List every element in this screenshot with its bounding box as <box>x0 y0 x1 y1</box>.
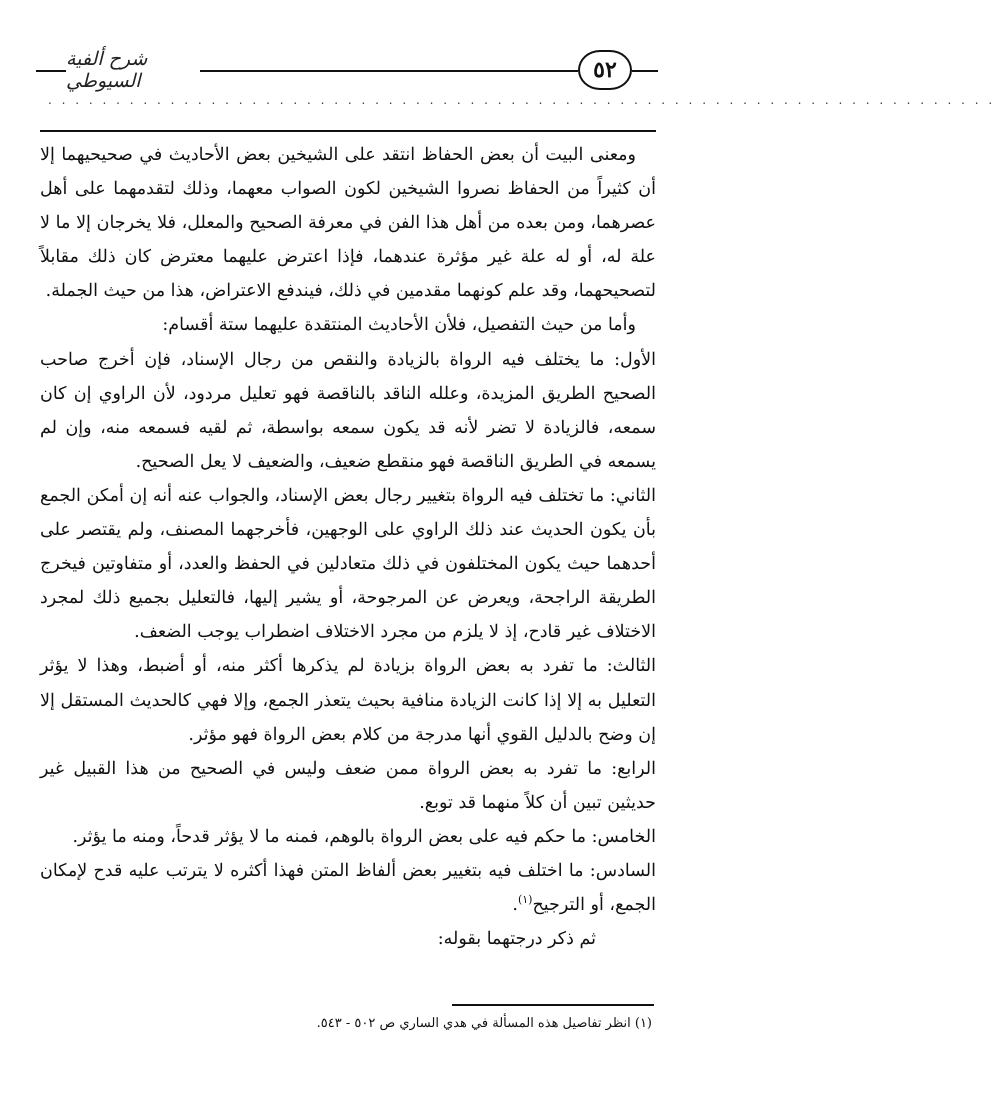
paragraph: ثم ذكر درجتهما بقوله: <box>437 929 596 950</box>
header-rule-left <box>36 70 66 72</box>
footnote-marker[interactable]: (١) <box>517 893 533 907</box>
paragraph: وأما من حيث التفصيل، فلأن الأحاديث المنتقدة عليهما ستة أقسام: <box>162 315 636 336</box>
paragraph: السادس: ما اختلف فيه بتغيير بعض ألفاظ المتن فهذا أكثره لا يترتب عليه قدح لإمكان الجمع، أو الترجيح$^{(١)}$. <box>40 860 656 916</box>
paragraph: الأول: ما يختلف فيه الرواة بالزيادة والنقص من رجال الإسناد، فإن أخرج صاحب الصحيح الطريق المزيدة، وعلله الناقد بالناقصة فهو تعليل مردود، لأن الراوي إن كان سمعه، فالزيادة لا تضر لأنه قد يكون سمعه بواسطة، ثم لقيه فسمعه منه، وإن لم يسمعه في الطريق الناقصة فهو منقطع ضعيف، والضعيف لا يعل الصحيح. <box>40 349 656 472</box>
paragraph-text: السادس: ما اختلف فيه بتغيير بعض ألفاظ المتن فهذا أكثره لا يترتب عليه قدح لإمكان الجمع، أو الترجيح <box>40 860 656 916</box>
dotted-rule: . . . . . . . . . . . . . . . . . . . . . . . . . . . . . . . . . . . . . . . . . . . . . . . . . . . . . . . . . . . . . . . . . . . . . . <box>48 93 995 107</box>
header-rule-middle <box>200 70 578 72</box>
main-text <box>40 138 656 956</box>
page-number: ٥٢ <box>578 50 632 90</box>
page-header <box>0 0 995 110</box>
footnote: (١) انظر تفاصيل هذه المسألة في هدي الساري ص ٥٠٢ - ٥٤٣. <box>316 1016 652 1031</box>
text-top-rule <box>40 130 656 132</box>
running-title: شرح ألفية السيوطي <box>66 48 148 92</box>
footnote-rule <box>452 1004 654 1006</box>
paragraph: الرابع: ما تفرد به بعض الرواة ممن ضعف وليس في الصحيح من هذا القبيل غير حديثين تبين أن كلاً منهما قد توبع. <box>40 758 656 813</box>
paragraph: الثالث: ما تفرد به بعض الرواة بزيادة لم يذكرها أكثر منه، أو أضبط، وهذا لا يؤثر التعليل به إلا إذا كانت الزيادة منافية بحيث يتعذر الجمع، وإلا فهي كالحديث المستقل إلا إن وضح بالدليل القوي أنها مدرجة من كلام بعض الرواة فهو مؤثر. <box>40 656 656 745</box>
header-rule-right <box>632 70 658 72</box>
paragraph: ومعنى البيت أن بعض الحفاظ انتقد على الشيخين بعض الأحاديث في صحيحيهما إلا أن كثيراً من الحفاظ نصروا الشيخين لكون الصواب معهما، وذلك لتقدمهما على أهل عصرهما، ومن بعده من أهل هذا الفن في معرفة الصحيح والمعلل، فلا يخرجان إلا ما لا علة له، أو له علة غير مؤثرة عندهما، فإذا اعترض عليهما معترض كان ذلك مقابلاً لتصحيحهما، وقد علم كونهما مقدمين في ذلك، فيندفع الاعتراض، هذا من حيث الجملة. <box>40 145 656 302</box>
paragraph: الخامس: ما حكم فيه على بعض الرواة بالوهم، فمنه ما لا يؤثر قدحاً، ومنه ما يؤثر. <box>72 826 656 847</box>
paragraph: الثاني: ما تختلف فيه الرواة بتغيير رجال بعض الإسناد، والجواب عنه أنه إن أمكن الجمع بأن يكون الحديث عند ذلك الراوي على الوجهين، فأخرجهما المصنف، ولم يقتصر على أحدهما حيث يكون المختلفون في ذلك متعادلين في الحفظ والعدد، أو متفاوتين فيخرج الطريقة الراجحة، ويعرض عن المرجوحة، أو يشير إليها، فالتعليل بجميع ذلك لمجرد الاختلاف غير قادح، إذ لا يلزم من مجرد الاختلاف اضطراب يوجب الضعف. <box>40 485 656 643</box>
